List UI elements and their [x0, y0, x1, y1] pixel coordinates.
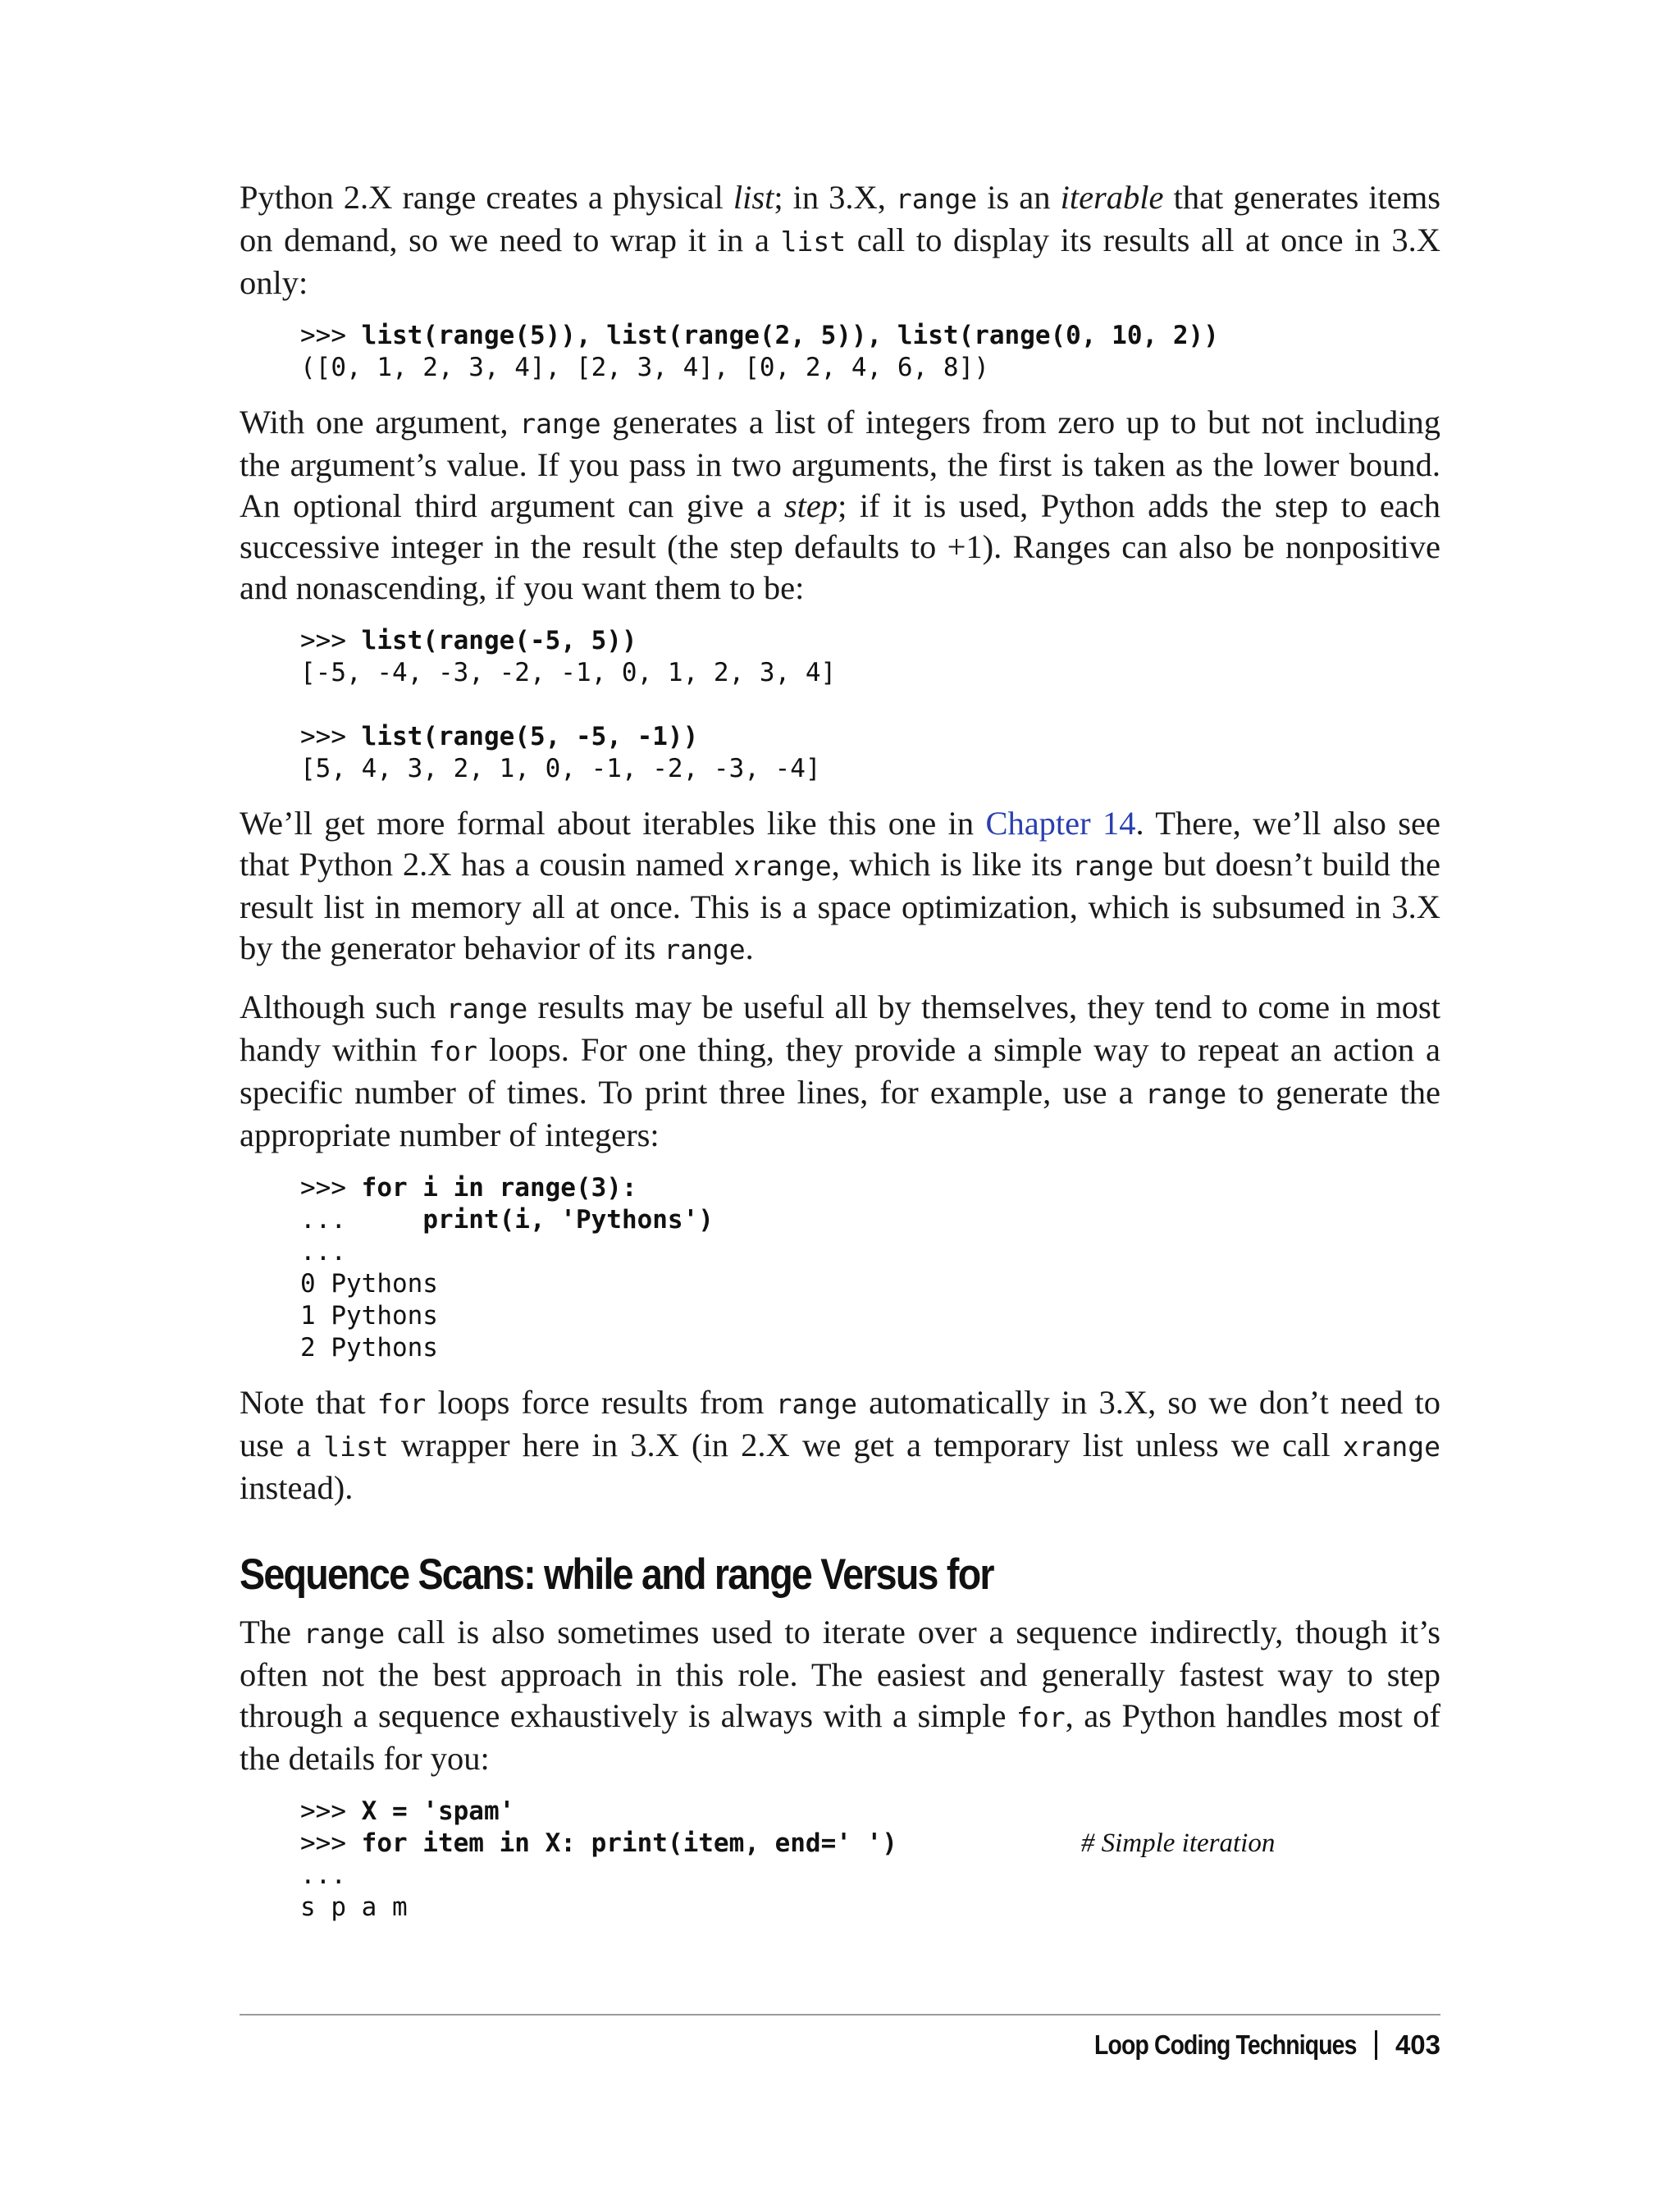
text: is an [977, 179, 1061, 216]
text: call is also sometimes used to iterate over a sequence indirectly, though it’s often not the best approach in this role. The easiest and generally fastest way to step through a sequence exhaustively is always with a simple [240, 1614, 1440, 1734]
text: ; if it is used, Python adds the step to each successive integer in the result (the step defaults to +1). Ranges can also be nonpositive and nonascending, if you want them to be: [240, 487, 1441, 606]
inline-code: for [428, 1035, 478, 1067]
code-prompt: ... [300, 1205, 423, 1235]
code-spacing [897, 1828, 1081, 1858]
inline-code: range [895, 183, 978, 215]
inline-code: xrange [1342, 1431, 1440, 1463]
code-prompt: >>> [300, 1828, 362, 1858]
paragraph-for-forces-range [240, 1382, 1440, 1509]
text: loops force results from [426, 1384, 776, 1421]
code-prompt: ... [300, 1237, 346, 1267]
text: Python 2.X range creates a physical [240, 179, 733, 216]
code-output: s p a m [300, 1892, 408, 1922]
emphasis: list [733, 179, 774, 216]
paragraph-range-for-loops [240, 987, 1440, 1156]
section-heading: Sequence Scans: while and range Versus for [240, 1550, 993, 1599]
inline-code: for [377, 1388, 427, 1420]
emphasis: step [783, 487, 838, 524]
text: We’ll get more formal about iterables like this one in [240, 805, 986, 842]
text: Note that [240, 1384, 377, 1421]
code-output: [5, 4, 3, 2, 1, 0, -1, -2, -3, -4] [300, 754, 821, 783]
text: The [240, 1614, 304, 1650]
code-input: for i in range(3): [361, 1173, 637, 1203]
code-block-pythons-loop [300, 1172, 1440, 1364]
paragraph-range-arguments [240, 402, 1440, 609]
code-prompt: >>> [300, 722, 362, 751]
code-prompt: >>> [300, 321, 362, 350]
inline-code: range [775, 1388, 858, 1420]
inline-code: list [780, 226, 847, 258]
code-blank-line [300, 689, 1440, 721]
code-prompt: ... [300, 1860, 346, 1890]
text: loops. For one thing, they provide a simple way to repeat an action a specific number of times. To print three lines, for example, use a [240, 1031, 1441, 1111]
page-content [240, 177, 1440, 1942]
text: Although such [240, 988, 446, 1025]
code-output: ([0, 1, 2, 3, 4], [2, 3, 4], [0, 2, 4, 6, 8]) [300, 353, 989, 382]
code-output: 1 Pythons [300, 1301, 438, 1331]
inline-code: for [1016, 1701, 1066, 1733]
chapter-14-link[interactable]: Chapter 14 [985, 805, 1136, 842]
code-input: list(range(-5, 5)) [361, 626, 637, 655]
page-number: 403 [1395, 2029, 1440, 2060]
footer-chapter-title: Loop Coding Techniques [1094, 2029, 1357, 2060]
footer-divider [240, 2014, 1440, 2016]
paragraph-sequence-scans [240, 1612, 1440, 1779]
text: results may be useful all by themselves, they tend to come in most handy within [240, 988, 1440, 1068]
code-prompt: >>> [300, 626, 362, 655]
text: to generate the appropriate number of integers: [240, 1074, 1440, 1153]
text: but doesn’t build the result list in memory all at once. This is a space optimization, which is subsumed in 3.X by the generator behavior of its [240, 846, 1440, 966]
code-prompt: >>> [300, 1173, 362, 1203]
text: , as Python handles most of the details for you: [240, 1697, 1440, 1777]
text: . There, we’ll also see that Python 2.X has a cousin named [240, 805, 1440, 883]
code-prompt: >>> [300, 1796, 362, 1826]
paragraph-xrange [240, 803, 1440, 970]
code-output: 0 Pythons [300, 1269, 438, 1299]
code-block-negative-ranges [300, 625, 1440, 785]
code-input: list(range(5)), list(range(2, 5)), list(range(0, 10, 2)) [361, 321, 1219, 350]
code-block-range-lists [300, 320, 1440, 384]
text: call to display its results all at once in 3.X only: [240, 221, 1440, 301]
text: automatically in 3.X, so we don’t need to use a [240, 1384, 1440, 1463]
inline-code: range [664, 934, 746, 966]
inline-code: range [303, 1618, 386, 1650]
paragraph-range-intro [240, 177, 1440, 304]
inline-code: range [1072, 850, 1154, 882]
inline-code: list [323, 1431, 389, 1463]
text: wrapper here in 3.X (in 2.X we get a temporary list unless we call [388, 1427, 1343, 1463]
text: . [745, 929, 754, 966]
inline-code: range [519, 408, 601, 440]
text: that generates items on demand, so we need to wrap it in a [240, 179, 1440, 258]
code-input: print(i, 'Pythons') [422, 1205, 714, 1235]
text: generates a list of integers from zero up to but not including the argument’s value. If you pass in two arguments, the first is taken as the lower bound. An optional third argument can give a [240, 404, 1440, 524]
code-input: X = 'spam' [361, 1796, 515, 1826]
code-output: 2 Pythons [300, 1333, 438, 1363]
code-input: list(range(5, -5, -1)) [361, 722, 699, 751]
footer-separator [1375, 2030, 1377, 2060]
inline-code: xrange [733, 850, 832, 882]
text: , which is like its [831, 846, 1073, 883]
inline-code: range [1144, 1078, 1227, 1110]
text: ; in 3.X, [774, 179, 896, 216]
page-footer [1052, 2025, 1440, 2066]
code-comment: # Simple iteration [1080, 1828, 1276, 1858]
inline-code: range [445, 993, 528, 1025]
text: instead). [240, 1469, 354, 1506]
text: With one argument, [240, 404, 520, 441]
code-input: for item in X: print(item, end=' ') [361, 1828, 897, 1858]
code-block-spam-iteration [300, 1796, 1440, 1924]
emphasis: iterable [1060, 179, 1164, 216]
code-output: [-5, -4, -3, -2, -1, 0, 1, 2, 3, 4] [300, 658, 837, 687]
